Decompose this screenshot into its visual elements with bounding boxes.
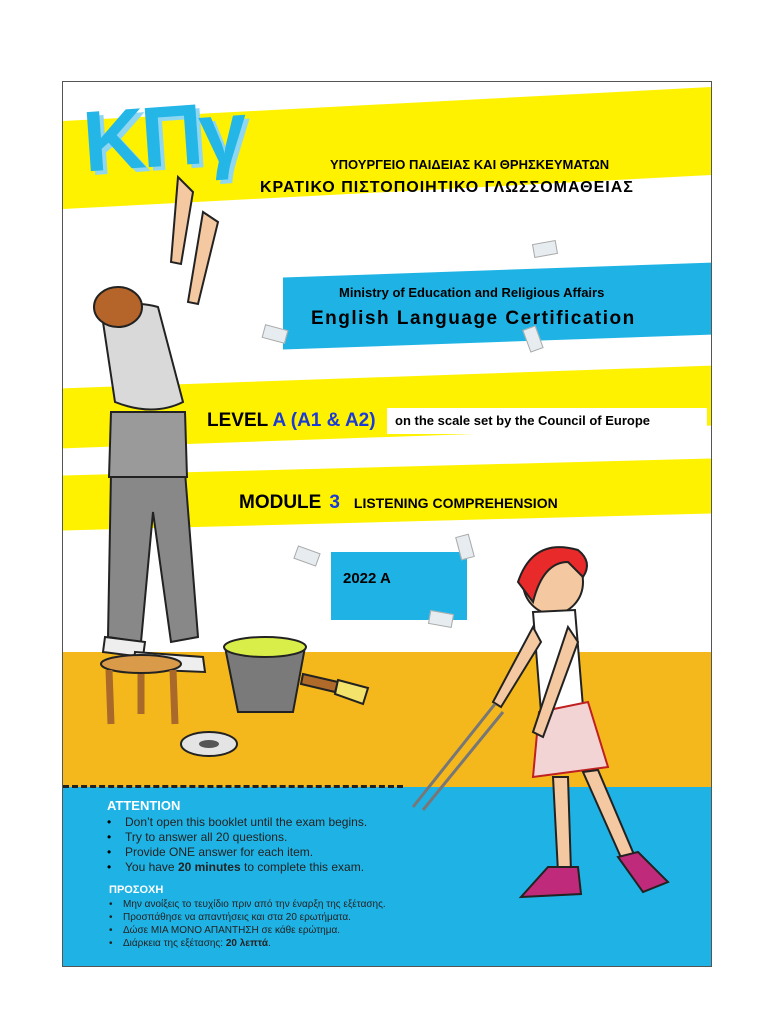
module-number: 3	[329, 492, 340, 513]
prosoxi-list	[109, 898, 386, 950]
list-item	[107, 860, 367, 875]
certificate-greek: ΚΡΑΤΙΚΟ ΠΙΣΤΟΠΟΙΗΤΙΚΟ ΓΛΩΣΣΟΜΑΘΕΙΑΣ	[260, 179, 634, 196]
time-prefix: Διάρκεια της εξέτασης:	[123, 938, 226, 949]
time-suffix: .	[268, 938, 271, 949]
scale-note: on the scale set by the Council of Europe	[387, 408, 707, 434]
ministry-greek: ΥΠΟΥΡΓΕΙΟ ΠΑΙΔΕΙΑΣ ΚΑΙ ΘΡΗΣΚΕΥΜΑΤΩΝ	[330, 157, 610, 172]
boy-illustration	[94, 177, 218, 724]
time-prefix: You have	[125, 860, 178, 874]
kpg-logo: ΚΠγ	[79, 83, 247, 191]
exam-period: 2022 A	[343, 570, 391, 587]
list-item: • Provide ONE answer for each item.	[107, 845, 367, 860]
level-label: LEVEL	[207, 410, 268, 431]
list-item	[109, 937, 386, 950]
list-item: • Προσπάθησε να απαντήσεις και στα 20 ερωτήματα.	[109, 911, 386, 924]
module-heading	[239, 492, 558, 514]
girl-illustration	[413, 547, 668, 897]
level-heading	[207, 410, 376, 432]
prosoxi-title: ΠΡΟΣΟΧΗ	[109, 884, 164, 896]
list-item: • Δώσε ΜΙΑ ΜΟΝΟ ΑΠΑΝΤΗΣΗ σε κάθε ερώτημα.	[109, 924, 386, 937]
level-value: A (A1 & A2)	[272, 410, 376, 431]
module-label: MODULE	[239, 492, 322, 513]
time-bold: 20 minutes	[177, 860, 241, 874]
list-item: • Try to answer all 20 questions.	[107, 830, 367, 845]
time-suffix: to complete this exam.	[240, 860, 365, 874]
attention-list	[107, 815, 367, 875]
attention-title: ATTENTION	[107, 798, 181, 813]
list-item: • Don’t open this booklet until the exam begins.	[107, 815, 367, 830]
time-bold: 20 λεπτά	[225, 938, 269, 949]
list-item: • Μην ανοίξεις το τευχίδιο πριν από την έναρξη της εξέτασης.	[109, 898, 386, 911]
module-name: LISTENING COMPREHENSION	[353, 495, 558, 511]
ministry-english: Ministry of Education and Religious Affairs	[339, 285, 605, 300]
certificate-english: English Language Certification	[311, 308, 636, 329]
cover-page	[62, 81, 712, 967]
paint-bucket-illustration	[181, 637, 368, 756]
